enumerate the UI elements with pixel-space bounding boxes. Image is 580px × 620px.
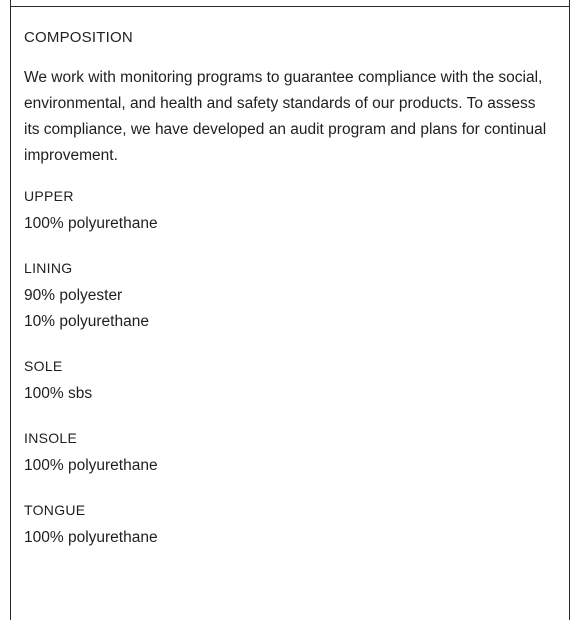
composition-content [24, 26, 554, 571]
section-title: UPPER [24, 188, 74, 204]
section-upper [24, 185, 554, 237]
material-line: 100% polyurethane [24, 457, 158, 474]
section-title: LINING [24, 260, 73, 276]
section-lining [24, 257, 554, 335]
material-line: 100% sbs [24, 385, 93, 402]
section-insole [24, 427, 554, 479]
composition-heading: COMPOSITION [24, 29, 133, 46]
composition-intro: We work with monitoring programs to guarantee compliance with the social, environmental, and health and safety standards of our products. To assess its compliance, we have developed an audit program and plans for continual improvement. [24, 69, 547, 164]
material-line: 100% polyurethane [24, 529, 158, 546]
section-sole [24, 355, 554, 407]
section-title: TONGUE [24, 502, 86, 518]
panel-top-border [10, 6, 570, 7]
section-title: INSOLE [24, 430, 78, 446]
material-line: 10% polyurethane [24, 313, 149, 330]
material-line: 100% polyurethane [24, 215, 158, 232]
section-tongue [24, 499, 554, 551]
material-line: 90% polyester [24, 287, 123, 304]
section-title: SOLE [24, 358, 63, 374]
